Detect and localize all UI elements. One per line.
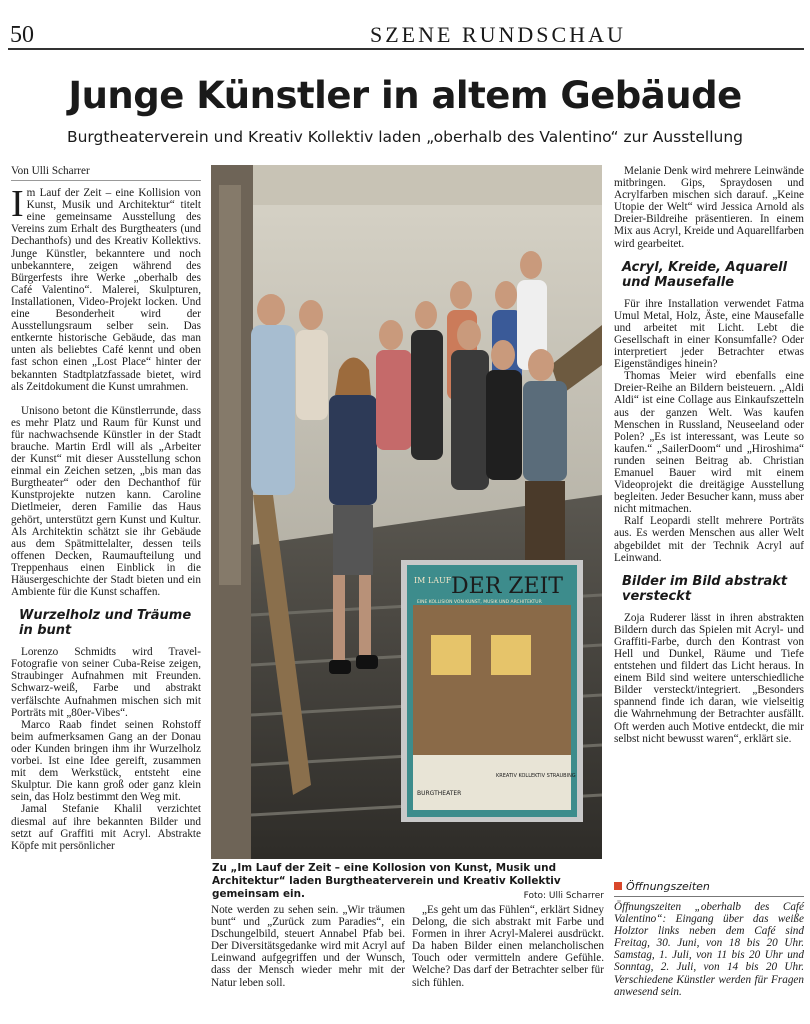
photo-credit: Foto: Ulli Scharrer bbox=[523, 891, 604, 901]
page-number: 50 bbox=[10, 22, 34, 48]
paragraph: Marco Raab findet seinen Rohstoff beim aufmerksamen Gang an der Donau oder Kunden bringen ihm ihr Wurzelholz vorbei. Ist eine Idee gereift, zusammen mit dem Werkstück, entsteht eine Skulptur. Die kann groß oder ganz klein sein, das Holz bestimmt den Weg mit. bbox=[11, 718, 201, 804]
paragraph: Zoja Ruderer lässt in ihren abstrakten Bildern durch das Spielen mit Acryl- und Graffiti-Farbe, durch den Kontrast von Hell und Dunkel, Räume und Tiefe entstehen und fildert das Licht heraus. In einem Bild sind weitere unterschiedliche Bilder versteckt/integriert. „Besonders spannend finde ich daran, wie vielseitig die Wahrnehmung der Betrachter ausfällt. Oft werden auch Motive entdeckt, die mir selbst nicht bewusst waren“, erklärt sie. bbox=[614, 611, 804, 745]
square-bullet-icon bbox=[614, 882, 622, 890]
article-column-1 bbox=[11, 165, 201, 1015]
article-column-2-bottom bbox=[211, 904, 405, 1019]
caption-text: Zu „Im Lauf der Zeit – eine Kollosion von Kunst, Musik und Architektur“ laden Burgtheaterverein und Kreativ Kollektiv gemeinsam ein. bbox=[212, 862, 561, 900]
poster-brand: KREATIV KOLLEKTIV STRAUBING bbox=[496, 773, 576, 779]
group-photo-illustration bbox=[211, 165, 602, 859]
article-photo bbox=[211, 165, 602, 859]
box-title-text: Öffnungszeiten bbox=[626, 880, 710, 893]
poster-title: DER ZEIT bbox=[451, 574, 563, 599]
poster-title-small: IM LAUF bbox=[414, 576, 452, 585]
paragraph: Für ihre Installation verwendet Fatma Umul Metal, Holz, Äste, eine Mausefalle und arbeitet mit Licht. Lebt die Gesellschaft in einer Konsumfalle? Oder interpretiert jeder Betrachter etwas Eigenständiges hinein? bbox=[614, 297, 804, 371]
drop-cap: I bbox=[11, 183, 24, 226]
paragraph bbox=[11, 183, 201, 393]
article-column-4 bbox=[614, 165, 804, 881]
box-text: Öffnungszeiten „oberhalb des Café Valentino“: Eingang über das weiße Holztor links neben dem Café sind Freitag, 30. Juni, von 18 bis 20 Uhr. Samstag, 1. Juli, von 11 bis 20 Uhr und Sonntag, 2. Juli, von 14 bis 20 Uhr. Verschiedene Künstler werden für Fragen anwesend sein. bbox=[614, 901, 804, 998]
paragraph-text: m Lauf der Zeit – eine Kollision von Kunst, Musik und Architektur“ titelt eine gemeinsame Ausstellung des Vereins zum Erhalt des Burgtheaters (und Dechanthofs) und des Kreativ Kollektivs. Junge Künstler, bekanntere und noch unbekanntere, zeigen während des Bürgerfests ihre Werke „oberhalb des Café Valentino“. Malerei, Skulpturen, Installationen, Video-Projekt locken. Und eine Besonderheit wird der Ausstellungsraum selber sein. Das entkernte historische Gebäude, das man unten als beliebtes Café kennt und oben fast schon einen „Lost Place“ hinter der bekannten Stadtplatzfassade bietet, wird als Zeitdokument die Kunst umrahmen. bbox=[11, 187, 201, 393]
header-rule bbox=[8, 48, 804, 50]
author-byline: Von Ulli Scharrer bbox=[11, 165, 201, 181]
intertitle: Acryl, Kreide, Aquarell und Mausefalle bbox=[622, 259, 788, 290]
paragraph: Lorenzo Schmidts wird Travel-Fotografie von seiner Cuba-Reise zeigen, Straubinger Aufnahmen mit Freunden. Schwarz-weiß, Farbe und abstrakt verfälschte Aufnahmen mischen sich mit Porträts mit „80er-Vibes“. bbox=[11, 646, 201, 719]
headline: Junge Künstler in altem Gebäude bbox=[68, 74, 742, 117]
paragraph: Note werden zu sehen sein. „Wir träumen bunt“ und „Zurück zum Paradies“, ein Dschungelbild, steuert Annabel Pfab bei. Der Diversitätsgedanke wird mit Acryl auf Leinwand aufgegriffen und der Wunsch, dass der Mensch wieder mehr mit der Natur leben soll. bbox=[211, 904, 405, 989]
paragraph: Melanie Denk wird mehrere Leinwände mitbringen. Gips, Spraydosen und Acrylfarben mischen sich darauf. „Keine Utopie der Welt“ wird Jessica Arnold als Dreier-Bildreihe präsentieren. In einem Mix aus Acryl, Kreide und Aquarellfarben wird gearbeitet. bbox=[614, 165, 804, 250]
section-title: SZENE RUNDSCHAU bbox=[370, 22, 626, 47]
intertitle: Wurzelholz und Träume in bunt bbox=[19, 608, 192, 639]
paragraph: Jamal Stefanie Khalil verzichtet diesmal auf ihre bekannten Bilder und setzt auf Graffiti mit Acryl. Abstrakte Köpfe mit persönlicher bbox=[11, 803, 201, 852]
exhibition-poster bbox=[401, 560, 583, 822]
paragraph: „Es geht um das Fühlen“, erklärt Sidney Delong, die sich abstrakt mit Farbe und Formen in ihrer Acryl-Malerei ausdrückt. Da haben Bilder einen melancholischen Touch oder vermitteln andere Gefühle. Welche? Das darf der Betrachter selber für sich fühlen. bbox=[412, 904, 604, 989]
paragraph: Ralf Leopardi stellt mehrere Porträts aus. Es werden Menschen aus aller Welt abgebildet mit der Technik Acryl auf Leinwand. bbox=[614, 515, 804, 564]
poster-subtitle: EINE KOLLISION VON KUNST, MUSIK UND ARCHITEKTUR bbox=[417, 600, 542, 605]
poster-org: BURGTHEATER bbox=[417, 790, 462, 797]
photo-caption bbox=[212, 862, 604, 903]
paragraph: Thomas Meier wird ebenfalls eine Dreier-Reihe an Bildern beisteuern. „Aldi Aldi“ ist eine Collage aus Einkaufszetteln aus der ganzen Welt. Was kaufen Menschen in Russland, Neuseeland oder Polen? „Es ist interessant, was Leute so kaufen.“ „SailerDoom“ und „Hiroshima“ runden seinen Beitrag ab. Christian Emanuel Bauer wird mit einem Videoprojekt die dreitägige Ausstellung begleiten. Jeder Besucher kann, muss aber nicht mitmachen. bbox=[614, 370, 804, 516]
box-title bbox=[614, 880, 804, 897]
subheadline: Burgtheaterverein und Kreativ Kollektiv laden „oberhalb des Valentino“ zur Ausstellung bbox=[66, 128, 744, 146]
article-column-3-bottom bbox=[412, 904, 604, 1019]
intertitle: Bilder im Bild abstrakt versteckt bbox=[622, 573, 788, 604]
paragraph: Unisono betont die Künstlerrunde, dass es mehr Platz und Raum für Kunst und für nachwachsende Künstler in der Stadt brauche. Martin Erdl will als „Arbeiter der Kunst“ mit dieser Ausstellung schon einmal ein Zeichen setzen, „bis man das Burgtheater“ oder den Dechanthof für Kunstprojekte nutzen kann. Caroline Dietlmeier, deren Familie das Haus gehört, unterstützt gern Kunst und Kultur. Als Architektin schätzt sie ihr Gebäude aus dem Spätmittelalter, dessen teils offenen Decken, Raumaufteilung und Treppenhaus einen Einblick in die Häusergeschichte der Stadt bieten und ein Ambiente für die Kunst schaffen. bbox=[11, 404, 201, 599]
opening-hours-box bbox=[614, 880, 804, 998]
